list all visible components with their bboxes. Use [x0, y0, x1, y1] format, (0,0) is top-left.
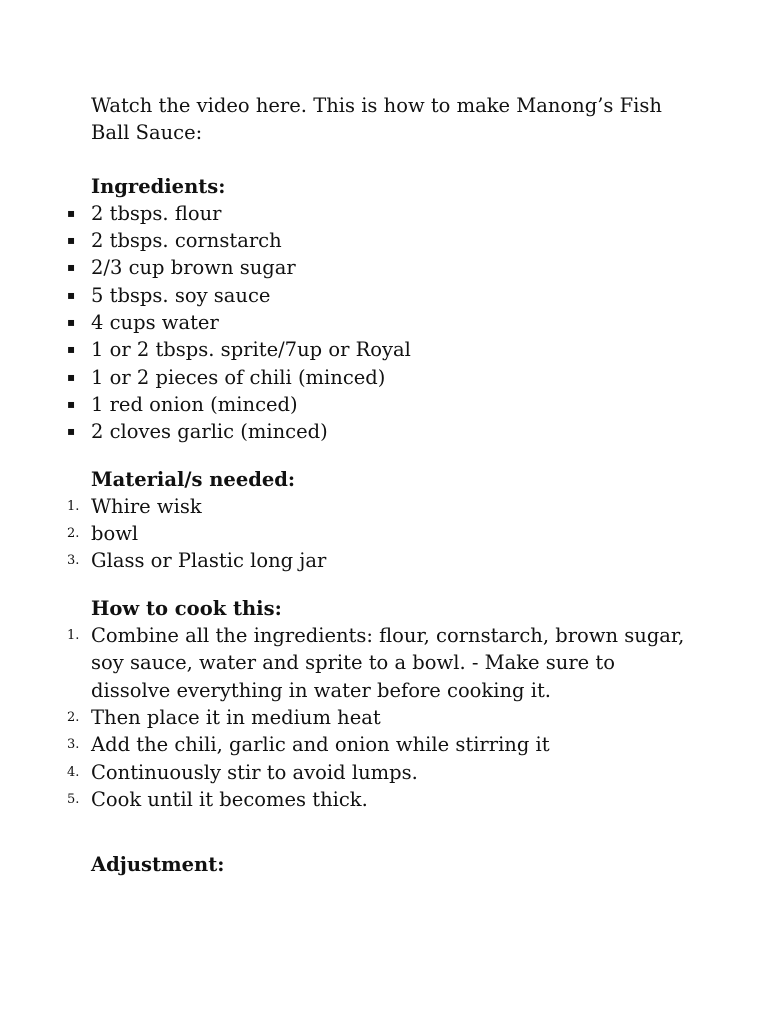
materials-heading: Material/s needed: [91, 467, 296, 491]
list-item [67, 254, 691, 281]
list-item [67, 731, 691, 758]
list-item [67, 200, 691, 227]
list-item [67, 759, 691, 786]
list-item [67, 364, 691, 391]
ingredient-text: 2 tbsps. cornstarch [91, 229, 282, 253]
item-number: 3. [67, 553, 80, 569]
bullet-icon: ▪ [67, 205, 76, 220]
steps-heading: How to cook this: [91, 596, 282, 620]
document-content [67, 92, 691, 878]
bullet-icon: ▪ [67, 315, 76, 330]
step-text: Combine all the ingredients: flour, cornstarch, brown sugar, soy sauce, water and sprite to a bowl. - Make sure to dissolve everything in water before cooking it. [91, 624, 685, 702]
step-text: Add the chili, garlic and onion while stirring it [91, 733, 550, 757]
step-number: 4. [67, 764, 80, 780]
bullet-icon: ▪ [67, 396, 76, 411]
intro-paragraph: Watch the video here. This is how to make Manong’s Fish Ball Sauce: [91, 94, 662, 145]
list-item [67, 493, 691, 520]
bullet-icon: ▪ [67, 260, 76, 275]
list-item [67, 786, 691, 813]
item-number: 1. [67, 498, 80, 514]
list-item [67, 704, 691, 731]
ingredient-text: 4 cups water [91, 311, 219, 335]
materials-list [67, 493, 691, 575]
list-item [67, 309, 691, 336]
material-text: bowl [91, 522, 139, 546]
step-text: Then place it in medium heat [91, 705, 381, 729]
list-item [67, 336, 691, 363]
bullet-icon: ▪ [67, 342, 76, 357]
ingredients-heading: Ingredients: [91, 174, 226, 198]
bullet-icon: ▪ [67, 369, 76, 384]
ingredient-text: 1 or 2 tbsps. sprite/7up or Royal [91, 338, 411, 362]
step-text: Continuously stir to avoid lumps. [91, 760, 418, 784]
list-item [67, 391, 691, 418]
ingredient-text: 5 tbsps. soy sauce [91, 283, 271, 307]
material-text: Glass or Plastic long jar [91, 549, 327, 573]
step-number: 3. [67, 737, 80, 753]
list-item [67, 282, 691, 309]
ingredient-text: 2/3 cup brown sugar [91, 256, 296, 280]
step-number: 1. [67, 628, 80, 644]
list-item [67, 622, 691, 704]
ingredient-text: 2 cloves garlic (minced) [91, 420, 328, 444]
material-text: Whire wisk [91, 494, 202, 518]
bullet-icon: ▪ [67, 287, 76, 302]
item-number: 2. [67, 526, 80, 542]
list-item [67, 227, 691, 254]
step-number: 2. [67, 709, 80, 725]
ingredient-text: 2 tbsps. flour [91, 201, 222, 225]
list-item [67, 520, 691, 547]
step-number: 5. [67, 791, 80, 807]
step-text: Cook until it becomes thick. [91, 787, 368, 811]
ingredients-list [67, 200, 691, 446]
list-item [67, 547, 691, 574]
adjustment-heading: Adjustment: [91, 853, 225, 877]
bullet-icon: ▪ [67, 233, 76, 248]
list-item [67, 418, 691, 445]
ingredient-text: 1 or 2 pieces of chili (minced) [91, 365, 386, 389]
bullet-icon: ▪ [67, 424, 76, 439]
steps-list [67, 622, 691, 813]
ingredient-text: 1 red onion (minced) [91, 392, 298, 416]
